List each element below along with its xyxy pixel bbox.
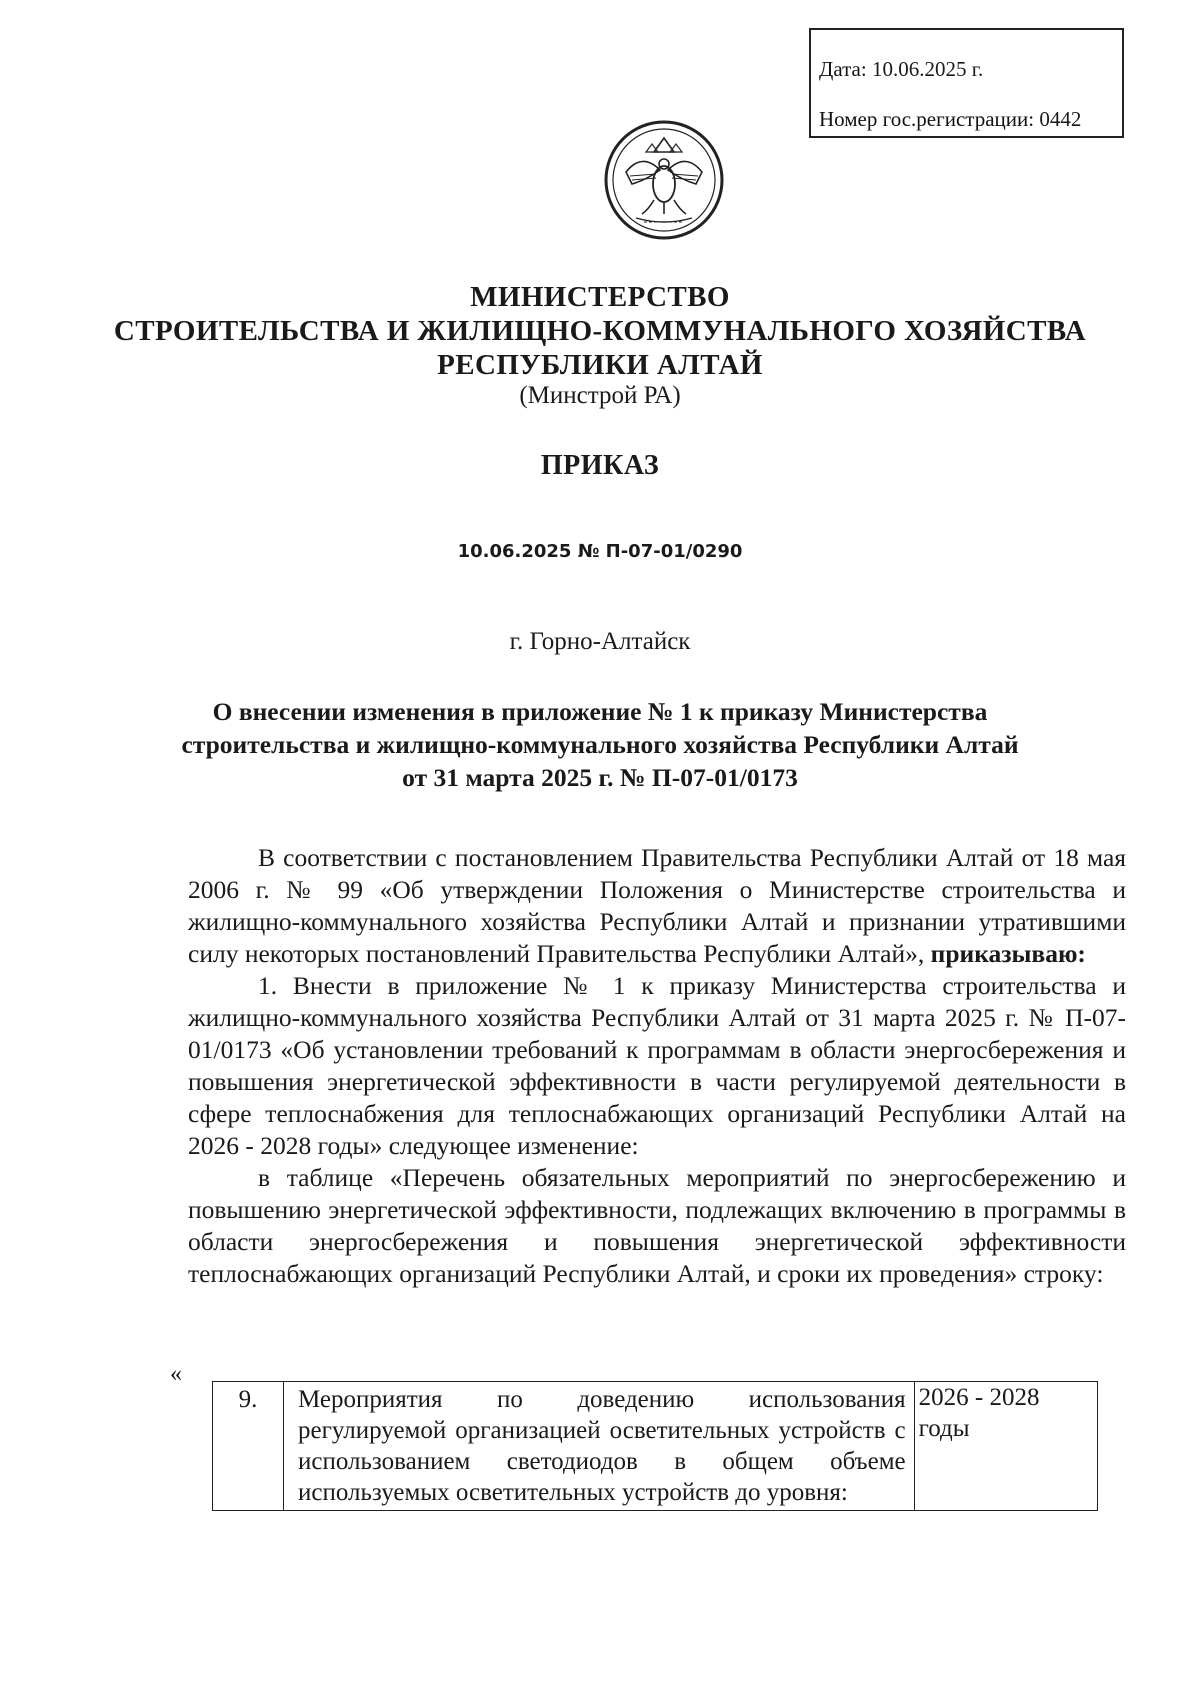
coat-of-arms-emblem-icon	[602, 118, 726, 242]
order-body	[188, 842, 1126, 1290]
registration-date	[819, 44, 1122, 94]
city: г. Горно-Алтайск	[509, 628, 691, 655]
preamble-paragraph	[188, 842, 1126, 970]
registration-number-label: Номер гос.регистрации:	[819, 107, 1035, 131]
opening-quote: «	[170, 1361, 182, 1387]
preamble-directive: приказываю:	[930, 939, 1086, 968]
ministry-line-1: МИНИСТЕРСТВО	[470, 281, 730, 313]
order-number: 10.06.2025 № П-07-01/0290	[457, 541, 743, 562]
preamble-text: В соответствии с постановлением Правительства Республики Алтай от 18 мая 2006 г. № 99 «Об утверждении Положения о Министерстве строительства и жилищно-коммунального хозяйства Республики Алтай и признании утратившими силу некоторых постановлений Правительства Республики Алтай»,	[188, 843, 1126, 968]
registration-date-label: Дата:	[819, 57, 867, 81]
table-row	[213, 1382, 1098, 1511]
subject-line-2: строительства и жилищно-коммунального хозяйства Республики Алтай	[181, 730, 1019, 759]
ministry-line-2: СТРОИТЕЛЬСТВА И ЖИЛИЩНО-КОММУНАЛЬНОГО ХОЗЯЙСТВА	[113, 315, 1087, 347]
amended-table	[212, 1381, 1098, 1511]
registration-number	[819, 94, 1122, 144]
registration-stamp	[809, 28, 1124, 138]
ministry-abbreviation: (Минстрой РА)	[519, 382, 681, 409]
registration-number-value: 0442	[1039, 107, 1082, 131]
row-measure: Мероприятия по доведению использования регулируемой организацией осветительных устройств с использованием светодиодов в общем объеме используемых осветительных устройств до уровня:	[284, 1382, 915, 1511]
ministry-name	[0, 280, 1200, 382]
subject-line-3: от 31 марта 2025 г. № П-07-01/0173	[402, 763, 798, 792]
row-period: 2026 - 2028 годы	[914, 1382, 1097, 1511]
ministry-line-3: РЕСПУБЛИКИ АЛТАЙ	[437, 349, 763, 381]
subject-line-1: О внесении изменения в приложение № 1 к приказу Министерства	[212, 697, 988, 726]
order-title: ПРИКАЗ	[540, 450, 660, 481]
order-subject	[0, 695, 1200, 794]
item-1-paragraph: 1. Внести в приложение № 1 к приказу Министерства строительства и жилищно-коммунального хозяйства Республики Алтай от 31 марта 2025 г. № П-07-01/0173 «Об установлении требований к программам в области энергосбережения и повышения энергетической эффективности в части регулируемой деятельности в сфере теплоснабжения для теплоснабжающих организаций Республики Алтай на 2026 - 2028 годы» следующее изменение:	[188, 971, 1126, 1160]
registration-date-value: 10.06.2025 г.	[871, 57, 984, 81]
row-number: 9.	[213, 1382, 284, 1511]
table-reference-paragraph: в таблице «Перечень обязательных мероприятий по энергосбережению и повышению энергетической эффективности, подлежащих включению в программы в области энергосбережения и повышения энергетической эффективности теплоснабжающих организаций Республики Алтай, и сроки их проведения» строку:	[188, 1163, 1126, 1288]
